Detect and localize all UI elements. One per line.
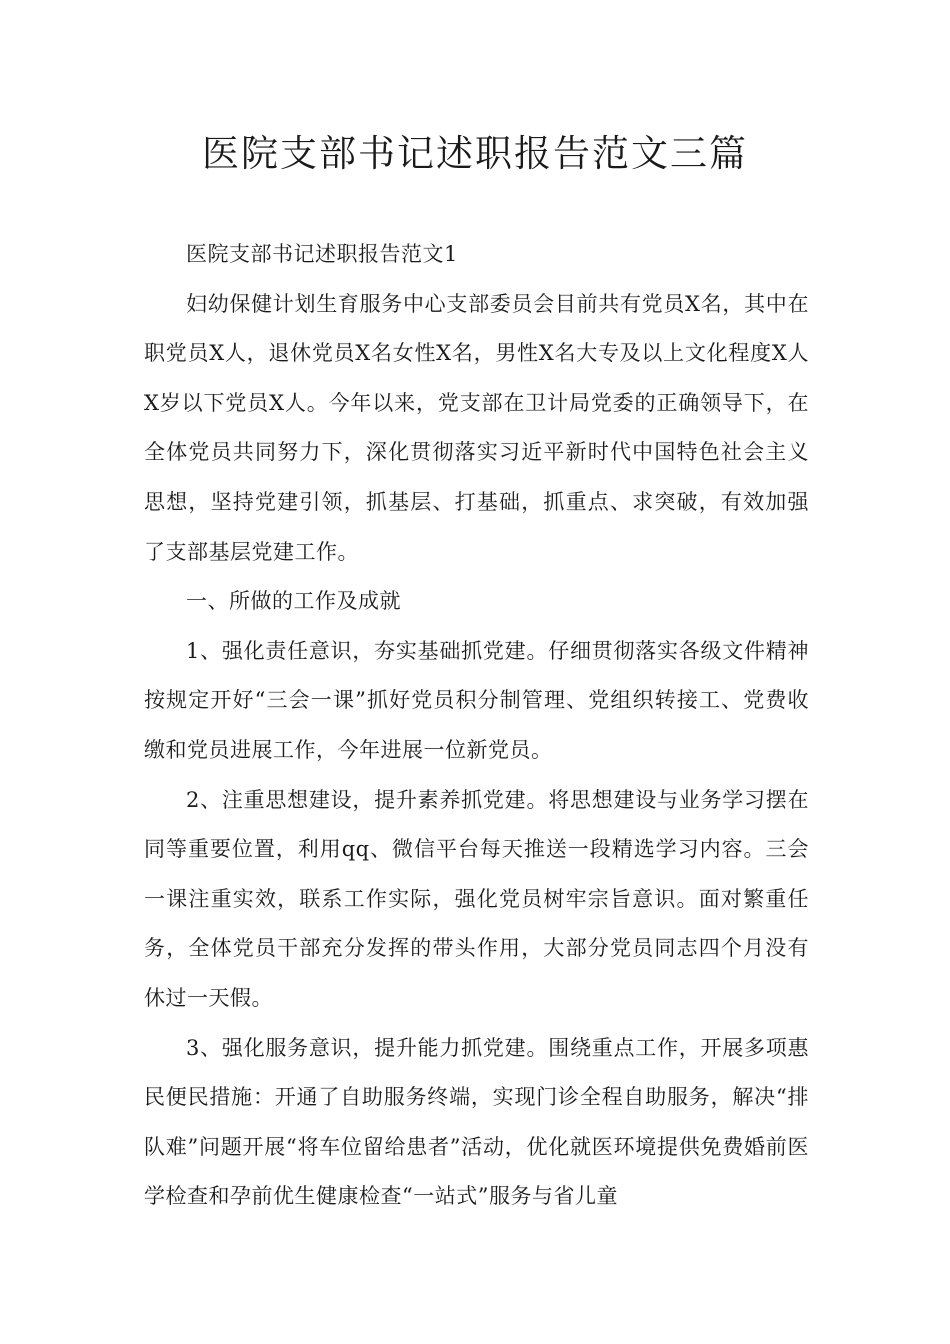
- point-2-paragraph: 2、注重思想建设，提升素养抓党建。将思想建设与业务学习摆在同等重要位置，利用qq、微信平台每天推送一段精选学习内容。三会一课注重实效，联系工作实际，强化党员树牢宗旨意识。面对繁重任务，全体党员干部充分发挥的带头作用，大部分党员同志四个月没有休过一天假。: [144, 787, 809, 1010]
- document-body: [144, 230, 809, 1222]
- subheading-paragraph: 医院支部书记述职报告范文1: [186, 242, 458, 266]
- intro-paragraph: 妇幼保健计划生育服务中心支部委员会目前共有党员X名，其中在职党员X人，退休党员X名女性X名，男性X名大专及以上文化程度X人X岁以下党员X人。今年以来，党支部在卫计局党委的正确领导下，在全体党员共同努力下，深化贯彻落实习近平新时代中国特色社会主义思想，坚持党建引领，抓基层、打基础，抓重点、求突破，有效加强了支部基层党建工作。: [144, 291, 809, 564]
- document-title: 医院支部书记述职报告范文三篇: [202, 132, 748, 175]
- point-3-paragraph: 3、强化服务意识，提升能力抓党建。围绕重点工作，开展多项惠民便民措施：开通了自助服务终端，实现门诊全程自助服务，解决“排队难”问题开展“将车位留给患者”活动，优化就医环境提供免费婚前医学检查和孕前优生健康检查“一站式”服务与省儿童: [144, 1035, 809, 1209]
- section-heading: 一、所做的工作及成就: [186, 589, 401, 614]
- point-1-paragraph: 1、强化责任意识，夯实基础抓党建。仔细贯彻落实各级文件精神按规定开好“三会一课”抓好党员积分制管理、党组织转接工、党费收缴和党员进展工作，今年进展一位新党员。: [144, 638, 809, 762]
